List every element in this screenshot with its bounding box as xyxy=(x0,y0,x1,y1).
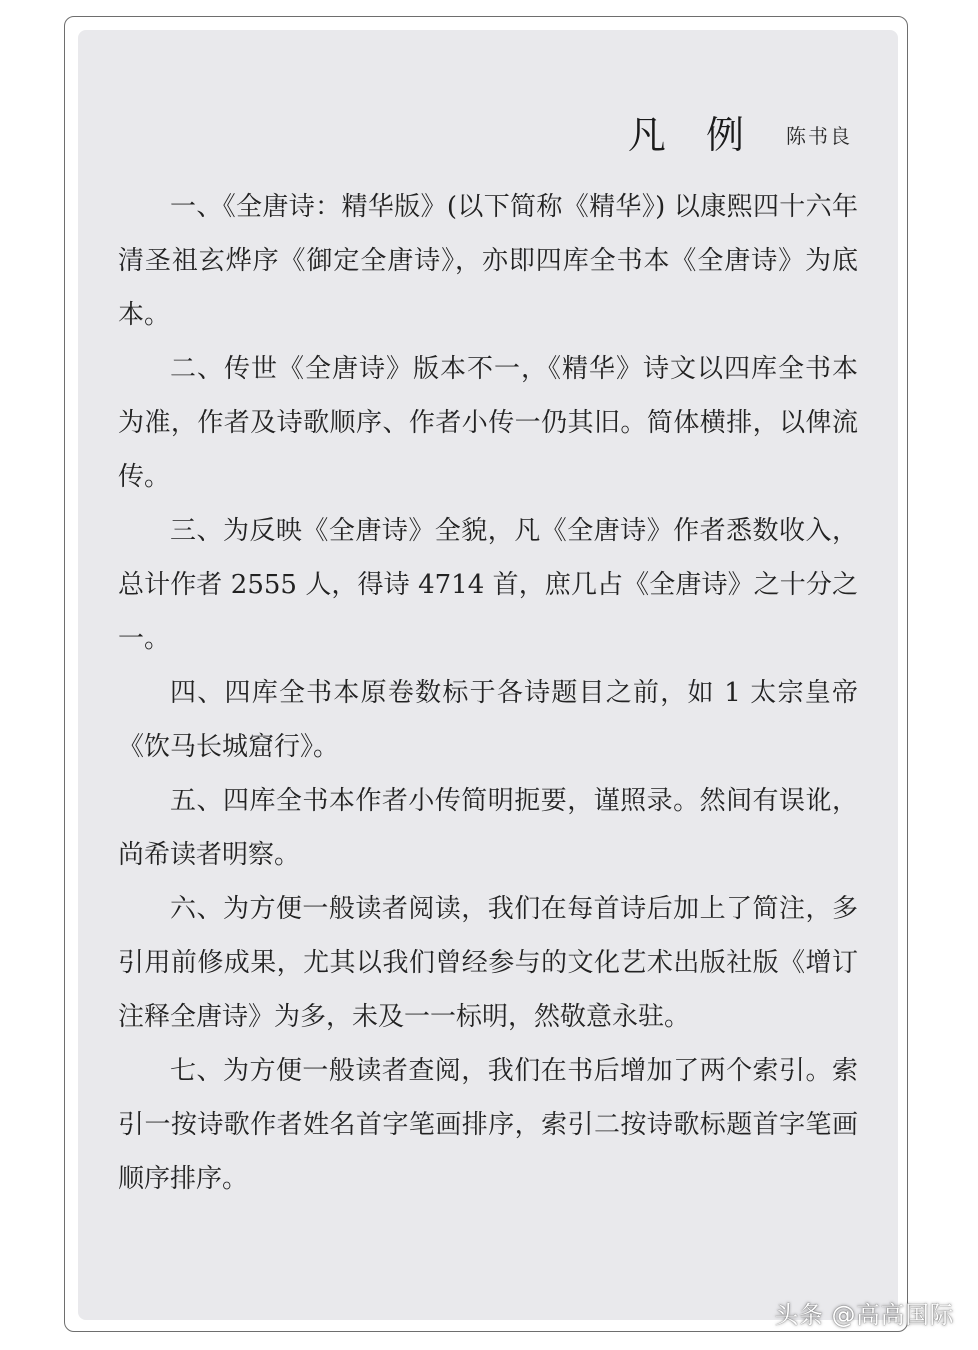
body-text xyxy=(118,180,858,1206)
paragraph-5: 五、四库全书本作者小传简明扼要，谨照录。然间有误讹，尚希读者明察。 xyxy=(118,786,858,870)
paragraph-7: 七、为方便一般读者查阅，我们在书后增加了两个索引。索引一按诗歌作者姓名首字笔画排序，索引二按诗歌标题首字笔画顺序排序。 xyxy=(118,1056,858,1194)
page-title: 凡 例 xyxy=(627,113,758,157)
paragraph-6: 六、为方便一般读者阅读，我们在每首诗后加上了简注，多引用前修成果，尤其以我们曾经参与的文化艺术出版社版《增订注释全唐诗》为多，未及一一标明，然敬意永驻。 xyxy=(118,894,858,1032)
paragraph-1: 一、《全唐诗：精华版》(以下简称《精华》) 以康熙四十六年清圣祖玄烨序《御定全唐诗》，亦即四库全书本《全唐诗》为底本。 xyxy=(118,192,858,330)
title-row xyxy=(78,98,858,158)
watermark-text: 头条 @高高国际 xyxy=(774,1301,954,1329)
paragraph-4: 四、四库全书本原卷数标于各诗题目之前，如 1 太宗皇帝《饮马长城窟行》。 xyxy=(118,678,858,762)
author-name: 陈书良 xyxy=(786,124,852,148)
paragraph-3: 三、为反映《全唐诗》全貌，凡《全唐诗》作者悉数收入，总计作者 2555 人，得诗 4714 首，庶几占《全唐诗》之十分之一。 xyxy=(118,516,858,654)
paragraph-2: 二、传世《全唐诗》版本不一，《精华》诗文以四库全书本为准，作者及诗歌顺序、作者小传一仍其旧。简体横排，以俾流传。 xyxy=(118,354,858,492)
